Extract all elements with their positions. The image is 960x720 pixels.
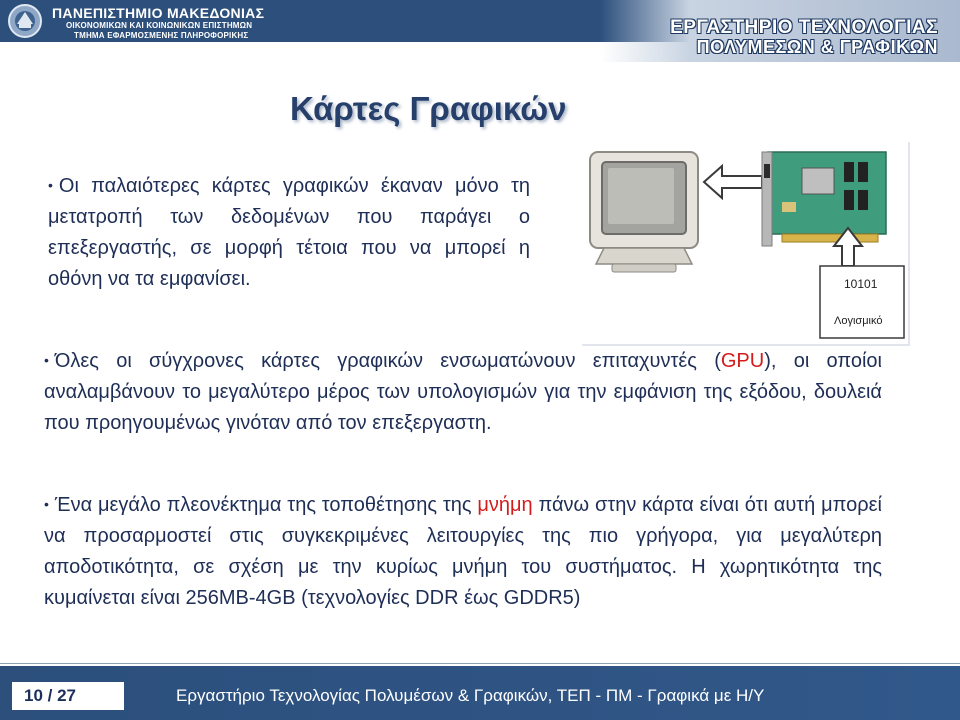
bullet-dot-icon: •	[48, 177, 53, 193]
monitor-graphics-card-diagram	[582, 142, 908, 344]
department-name: ΤΜΗΜΑ ΕΦΑΡΜΟΣΜΕΝΗΣ ΠΛΗΡΟΦΟΡΙΚΗΣ	[74, 31, 249, 40]
school-name: ΟΙΚΟΝΟΜΙΚΩΝ ΚΑΙ ΚΟΙΝΩΝΙΚΩΝ ΕΠΙΣΤΗΜΩΝ	[66, 21, 253, 30]
bullet-2-text-post: ), οι οποίοι αναλαμβάνουν το μεγαλύτερο μέρος των υπολογισμών για την εμφάνιση της εξόδου, δουλειά που προηγουμένως γινόταν από τον επεξεργαστη.	[44, 350, 882, 434]
footer-divider	[0, 663, 960, 664]
university-logo-icon	[6, 3, 44, 39]
memory-highlight: μνήμη	[477, 494, 533, 516]
monitor-icon	[590, 152, 698, 272]
page-indicator	[12, 682, 124, 710]
lab-name-line1: ΕΡΓΑΣΤΗΡΙΟ ΤΕΧΝΟΛΟΓΙΑΣ	[670, 17, 938, 38]
bullet-dot-icon: •	[44, 352, 49, 368]
bullet-old-cards	[48, 170, 530, 295]
gpu-highlight: GPU	[720, 350, 765, 372]
lab-logo	[600, 0, 960, 62]
graphics-card-illustration	[582, 142, 910, 346]
bullet-dot-icon: •	[44, 496, 49, 512]
lab-name-line2: ΠΟΛΥΜΕΣΩΝ & ΓΡΑΦΙΚΩΝ	[696, 37, 938, 57]
bullet-2-text-pre: Όλες οι σύγχρονες κάρτες γραφικών ενσωματώνουν επιταχυντές (	[54, 350, 721, 372]
university-name: ΠΑΝΕΠΙΣΤΗΜΙΟ ΜΑΚΕΔΟΝΙΑΣ	[52, 5, 265, 21]
footer-text: Εργαστήριο Τεχνολογίας Πολυμέσων & Γραφικών, ΤΕΠ - ΠΜ - Γραφικά με Η/Υ	[176, 686, 765, 705]
bullet-3-text-pre: Ένα μεγάλο πλεονέκτημα της τοποθέτησης της	[54, 494, 478, 516]
slide-title: Κάρτες Γραφικών	[290, 90, 567, 127]
page-number: 10 / 27	[24, 686, 76, 705]
bullet-3-text-post: πάνω στην κάρτα είναι ότι αυτή μπορεί να προσαρμοστεί στις συγκεκριμένες λειτουργίες της πιο γρήγορα, για μεγαλύτερη αποδοτικότητα, σε σχέση με την κυρίως μνήμη του συστήματος. Η χωρητικότητα της κυμαίνεται είναι 256MB-4GB (τεχνολογίες DDR έως GDDR5)	[44, 494, 882, 609]
bullet-modern-cards	[44, 345, 882, 439]
binary-label: 10101	[844, 277, 878, 291]
bullet-memory	[44, 489, 882, 614]
footer-band	[0, 666, 960, 720]
software-label: Λογισμικό	[834, 315, 883, 327]
arrow-left-icon	[704, 166, 762, 198]
graphics-card-icon	[762, 152, 886, 246]
bullet-1-text: Οι παλαιότερες κάρτες γραφικών έκαναν μόνο τη μετατροπή των δεδομένων που παράγει ο επεξεργαστής, σε μορφή τέτοια που να μπορεί η οθόνη να τα εμφανίσει.	[48, 175, 530, 290]
